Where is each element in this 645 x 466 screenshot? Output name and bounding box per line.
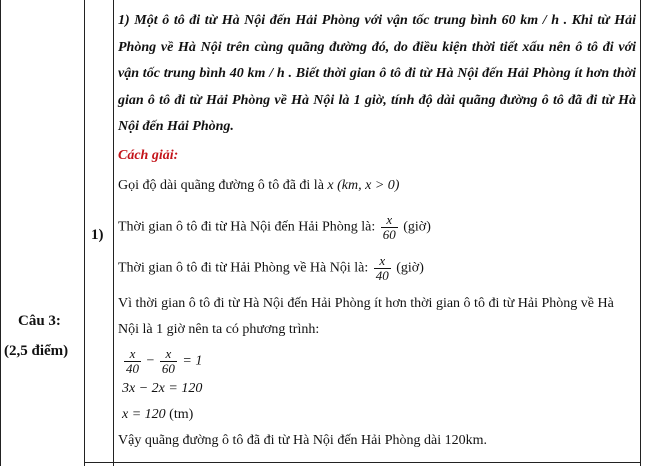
solution-title: Cách giải: bbox=[118, 147, 179, 163]
equation-2: 3x − 2x = 120 bbox=[122, 380, 203, 396]
eq1-numerator-a: x bbox=[129, 345, 136, 361]
equation-1 bbox=[122, 347, 636, 376]
let-math: x (km, x > 0) bbox=[327, 177, 400, 193]
solution-content bbox=[118, 8, 636, 454]
conclusion: Vậy quãng đường ô tô đã đi từ Hà Nội đến Hải Phòng dài 120km. bbox=[118, 432, 488, 448]
time-go-numerator: x bbox=[386, 211, 393, 227]
table-divider-2 bbox=[113, 0, 114, 466]
table-border-right bbox=[640, 0, 641, 466]
eq3-note: (tm) bbox=[169, 406, 194, 422]
eq1-fraction-a bbox=[124, 347, 141, 376]
eq3-math: x = 120 bbox=[122, 406, 166, 422]
let-variable-line bbox=[118, 173, 636, 199]
table-border-left bbox=[0, 0, 1, 466]
eq1-minus: − bbox=[146, 353, 155, 369]
let-text: Gọi độ dài quãng đường ô tô đã đi là bbox=[118, 177, 324, 193]
eq1-numerator-b: x bbox=[165, 345, 172, 361]
time-back-denominator: 40 bbox=[375, 267, 389, 283]
eq1-rhs: = 1 bbox=[182, 353, 203, 369]
eq1-denominator-a: 40 bbox=[126, 360, 139, 376]
table-divider-1 bbox=[84, 0, 85, 466]
time-go-text: Thời gian ô tô đi từ Hà Nội đến Hải Phòng là: bbox=[118, 219, 376, 235]
time-go-unit: (giờ) bbox=[403, 219, 431, 235]
part-number: 1) bbox=[91, 227, 104, 243]
time-back-line bbox=[118, 254, 636, 283]
time-go-denominator: 60 bbox=[382, 226, 396, 242]
problem-statement: 1) Một ô tô đi từ Hà Nội đến Hải Phòng với vận tốc trung bình 60 km / h . Khi từ Hải Phòng về Hà Nội trên cùng quãng đường đó, do điều kiện thời tiết xấu nên ô tô đi với vận tốc trung bình 40 km / h . Biết thời gian ô tô đi từ Hà Nội đến Hải Phòng ít hơn thời gian ô tô đi từ Hải Phòng về Hà Nội là 1 giờ, tính độ dài quãng đường ô tô đã đi từ Hà Nội đến Hải Phòng. bbox=[118, 13, 636, 134]
eq1-fraction-b bbox=[160, 347, 177, 376]
time-back-unit: (giờ) bbox=[396, 260, 424, 276]
time-back-numerator: x bbox=[379, 252, 386, 268]
time-back-text: Thời gian ô tô đi từ Hải Phòng về Hà Nội là: bbox=[118, 260, 369, 276]
equation-3 bbox=[122, 402, 636, 428]
time-back-fraction bbox=[374, 254, 391, 283]
reason-paragraph: Vì thời gian ô tô đi từ Hà Nội đến Hải Phòng ít hơn thời gian ô tô đi từ Hải Phòng về Hà Nội là 1 giờ nên ta có phương trình: bbox=[118, 295, 614, 337]
time-go-line bbox=[118, 213, 636, 242]
question-points: (2,5 điểm) bbox=[4, 343, 69, 359]
table-row-bottom bbox=[84, 462, 641, 463]
eq1-denominator-b: 60 bbox=[161, 360, 175, 376]
time-go-fraction bbox=[381, 213, 398, 242]
question-label: Câu 3: bbox=[18, 313, 61, 329]
